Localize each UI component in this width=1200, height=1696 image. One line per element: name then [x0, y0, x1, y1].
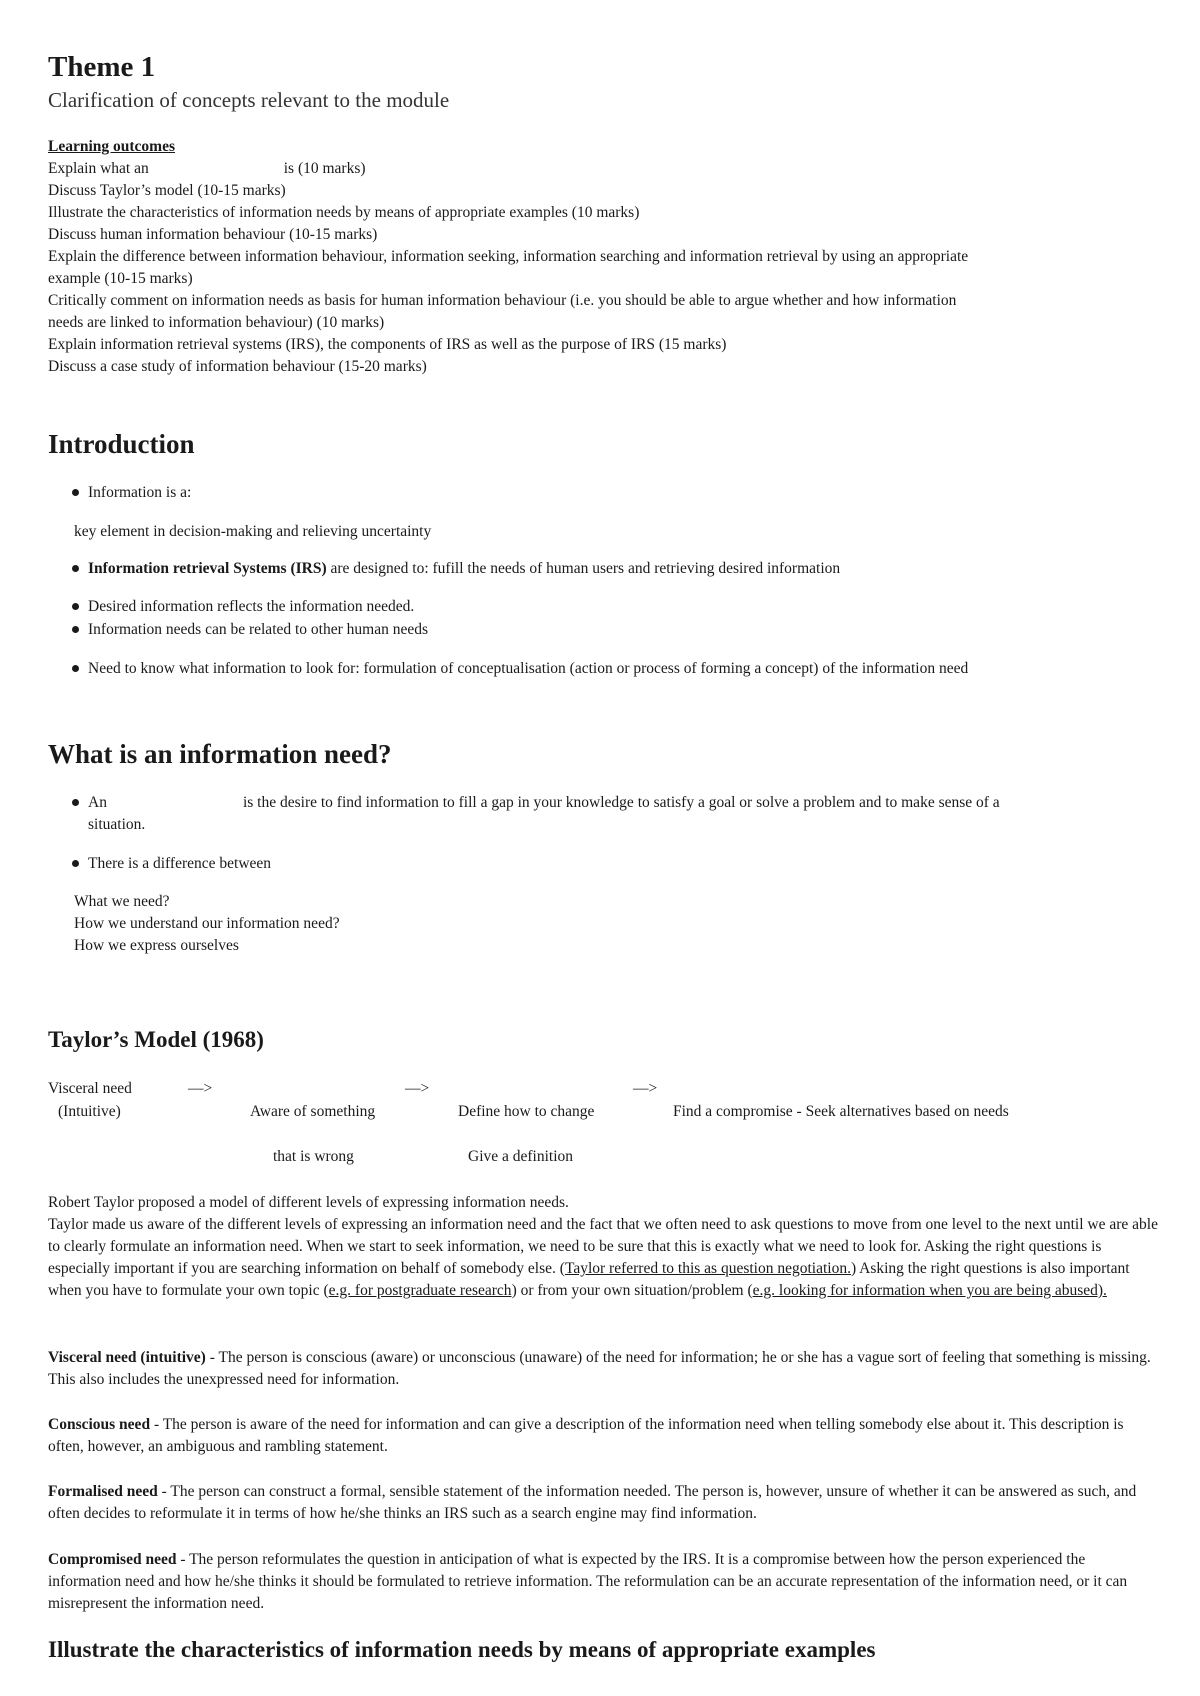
learning-outcome-item: Discuss Taylor’s model (10-15 marks): [48, 182, 286, 199]
intro-bullet-4: Information needs can be related to other human needs: [88, 621, 429, 638]
introduction-heading: Introduction: [48, 429, 195, 459]
irs-term: Information retrieval Systems (IRS): [88, 560, 327, 577]
intro-text-a: Taylor made us aware of the different levels of expressing an information need and the fact that we often need to ask questions to move from one level to the next until we are able to clearly formulate an information need. When we start to seek information, we need to be sure that this is exactly what we need to look for. Asking the right questions is especially important if you are searching information on behalf of somebody else. (: [48, 1216, 1158, 1277]
intro-bullet-3: Desired information reflects the information needed.: [88, 598, 415, 615]
learning-outcome-item: Discuss a case study of information behaviour (15-20 marks): [48, 358, 427, 375]
arrow-right-icon: —>: [405, 1080, 430, 1097]
info-need-bullet-1: [88, 792, 1000, 814]
abuse-example: e.g. looking for information when you are being abused).: [752, 1282, 1107, 1299]
taylor-intro: [48, 1192, 1160, 1302]
learning-outcome-item: needs are linked to information behaviour) (10 marks): [48, 314, 385, 331]
learning-outcome-item: Critically comment on information needs as basis for human information behaviour (i.e. you should be able to argue whether and how information: [48, 292, 957, 309]
level-visceral: [48, 1347, 1160, 1391]
intro-bullet-5: Need to know what information to look for: formulation of conceptualisation (action or process of forming a concept) of the information need: [88, 660, 969, 677]
learning-outcomes: [48, 136, 1158, 378]
illustrate-heading: Illustrate the characteristics of information needs by means of appropriate examples: [48, 1637, 876, 1662]
outcome-text-after: is (10 marks): [283, 160, 366, 177]
question-negotiation-note: Taylor referred to this as question negotiation.: [564, 1260, 851, 1277]
diagram-visceral-need: Visceral need: [48, 1080, 132, 1097]
info-need-bullet-2: There is a difference between: [88, 855, 272, 872]
info-need-sub-1: What we need?: [74, 893, 170, 910]
page-title: Theme 1: [48, 51, 156, 83]
taylor-heading: Taylor’s Model (1968): [48, 1027, 264, 1052]
level-compromised: [48, 1549, 1160, 1615]
learning-outcome-item: Discuss human information behaviour (10-15 marks): [48, 226, 378, 243]
learning-outcome-item: Illustrate the characteristics of information needs by means of appropriate examples (10 marks): [48, 204, 640, 221]
bullet-dot: [72, 565, 79, 572]
level-term: Formalised need: [48, 1483, 158, 1500]
level-conscious: [48, 1414, 1160, 1458]
diagram-define: Define how to change: [458, 1103, 595, 1120]
arrow-right-icon: —>: [633, 1080, 658, 1097]
bullet-dot: [72, 665, 79, 672]
diagram-intuitive: (Intuitive): [58, 1103, 121, 1120]
info-need-heading: What is an information need?: [48, 739, 392, 769]
intro-bullet-2: [88, 558, 840, 580]
arrow-right-icon: —>: [188, 1080, 213, 1097]
level-description: - The person is conscious (aware) or unconscious (unaware) of the need for information; he or she has a vague sort of feeling that something is missing. This also includes the unexpressed need for information.: [48, 1349, 1151, 1388]
bullet-dot: [72, 860, 79, 867]
level-description: - The person can construct a formal, sensible statement of the information needed. The person is, however, unsure of whether it can be answered as such, and often decides to reformulate it in terms of how he/she thinks an IRS such as a search engine may find information.: [48, 1483, 1137, 1522]
bullet-dot: [72, 799, 79, 806]
level-formalised: [48, 1481, 1160, 1525]
learning-outcome-item: Explain information retrieval systems (IRS), the components of IRS as well as the purpose of IRS (15 marks): [48, 336, 727, 353]
taylor-intro-line-1: Robert Taylor proposed a model of different levels of expressing information needs.: [48, 1194, 569, 1211]
info-need-text-before: An: [88, 794, 107, 811]
postgraduate-example: e.g. for postgraduate research: [328, 1282, 512, 1299]
learning-outcome-item: [48, 158, 1158, 180]
level-term: Conscious need: [48, 1416, 151, 1433]
outcome-text-before: Explain what an: [48, 160, 149, 177]
info-need-bullet-1-cont: situation.: [88, 816, 146, 833]
taylor-intro-paragraph: [48, 1214, 1160, 1302]
learning-outcome-item: example (10-15 marks): [48, 270, 193, 287]
info-need-text-after: is the desire to find information to fill a gap in your knowledge to satisfy a goal or solve a problem and to make sense of a: [242, 794, 1000, 811]
intro-text-c: ) or from your own situation/problem (: [511, 1282, 753, 1299]
bullet-dot: [72, 489, 79, 496]
learning-outcome-item: Explain the difference between information behaviour, information seeking, information searching and information retrieval by using an appropriate: [48, 248, 969, 265]
diagram-compromise: Find a compromise - Seek alternatives based on needs: [673, 1103, 1009, 1120]
intro-bullet-1: Information is a:: [88, 484, 192, 501]
intro-sub-1: key element in decision-making and relieving uncertainty: [74, 523, 432, 540]
level-term: Compromised need: [48, 1551, 177, 1568]
info-need-sub-3: How we express ourselves: [74, 937, 239, 954]
info-need-sub-2: How we understand our information need?: [74, 915, 340, 932]
bullet-dot: [72, 603, 79, 610]
learning-outcomes-heading: Learning outcomes: [48, 138, 176, 155]
diagram-definition: Give a definition: [468, 1148, 574, 1165]
page-subtitle: Clarification of concepts relevant to the module: [48, 88, 450, 112]
irs-definition: are designed to: fufill the needs of human users and retrieving desired information: [326, 560, 841, 577]
level-description: - The person is aware of the need for information and can give a description of the information need when telling somebody else about it. This description is often, however, an ambiguous and rambling statement.: [48, 1416, 1124, 1455]
level-term: Visceral need (intuitive): [48, 1349, 206, 1366]
level-description: - The person reformulates the question in anticipation of what is expected by the IRS. It is a compromise between how the person experienced the information need and how he/she thinks it should be formulated to retrieve information. The reformulation can be an accurate representation of the information need, or it can misrepresent the information need.: [48, 1551, 1128, 1612]
intro-text-b: ) Asking the right questions is also important when you have to formulate your own topic (: [48, 1260, 1130, 1299]
diagram-aware: Aware of something: [250, 1103, 376, 1120]
bullet-dot: [72, 626, 79, 633]
diagram-wrong: that is wrong: [273, 1148, 354, 1165]
